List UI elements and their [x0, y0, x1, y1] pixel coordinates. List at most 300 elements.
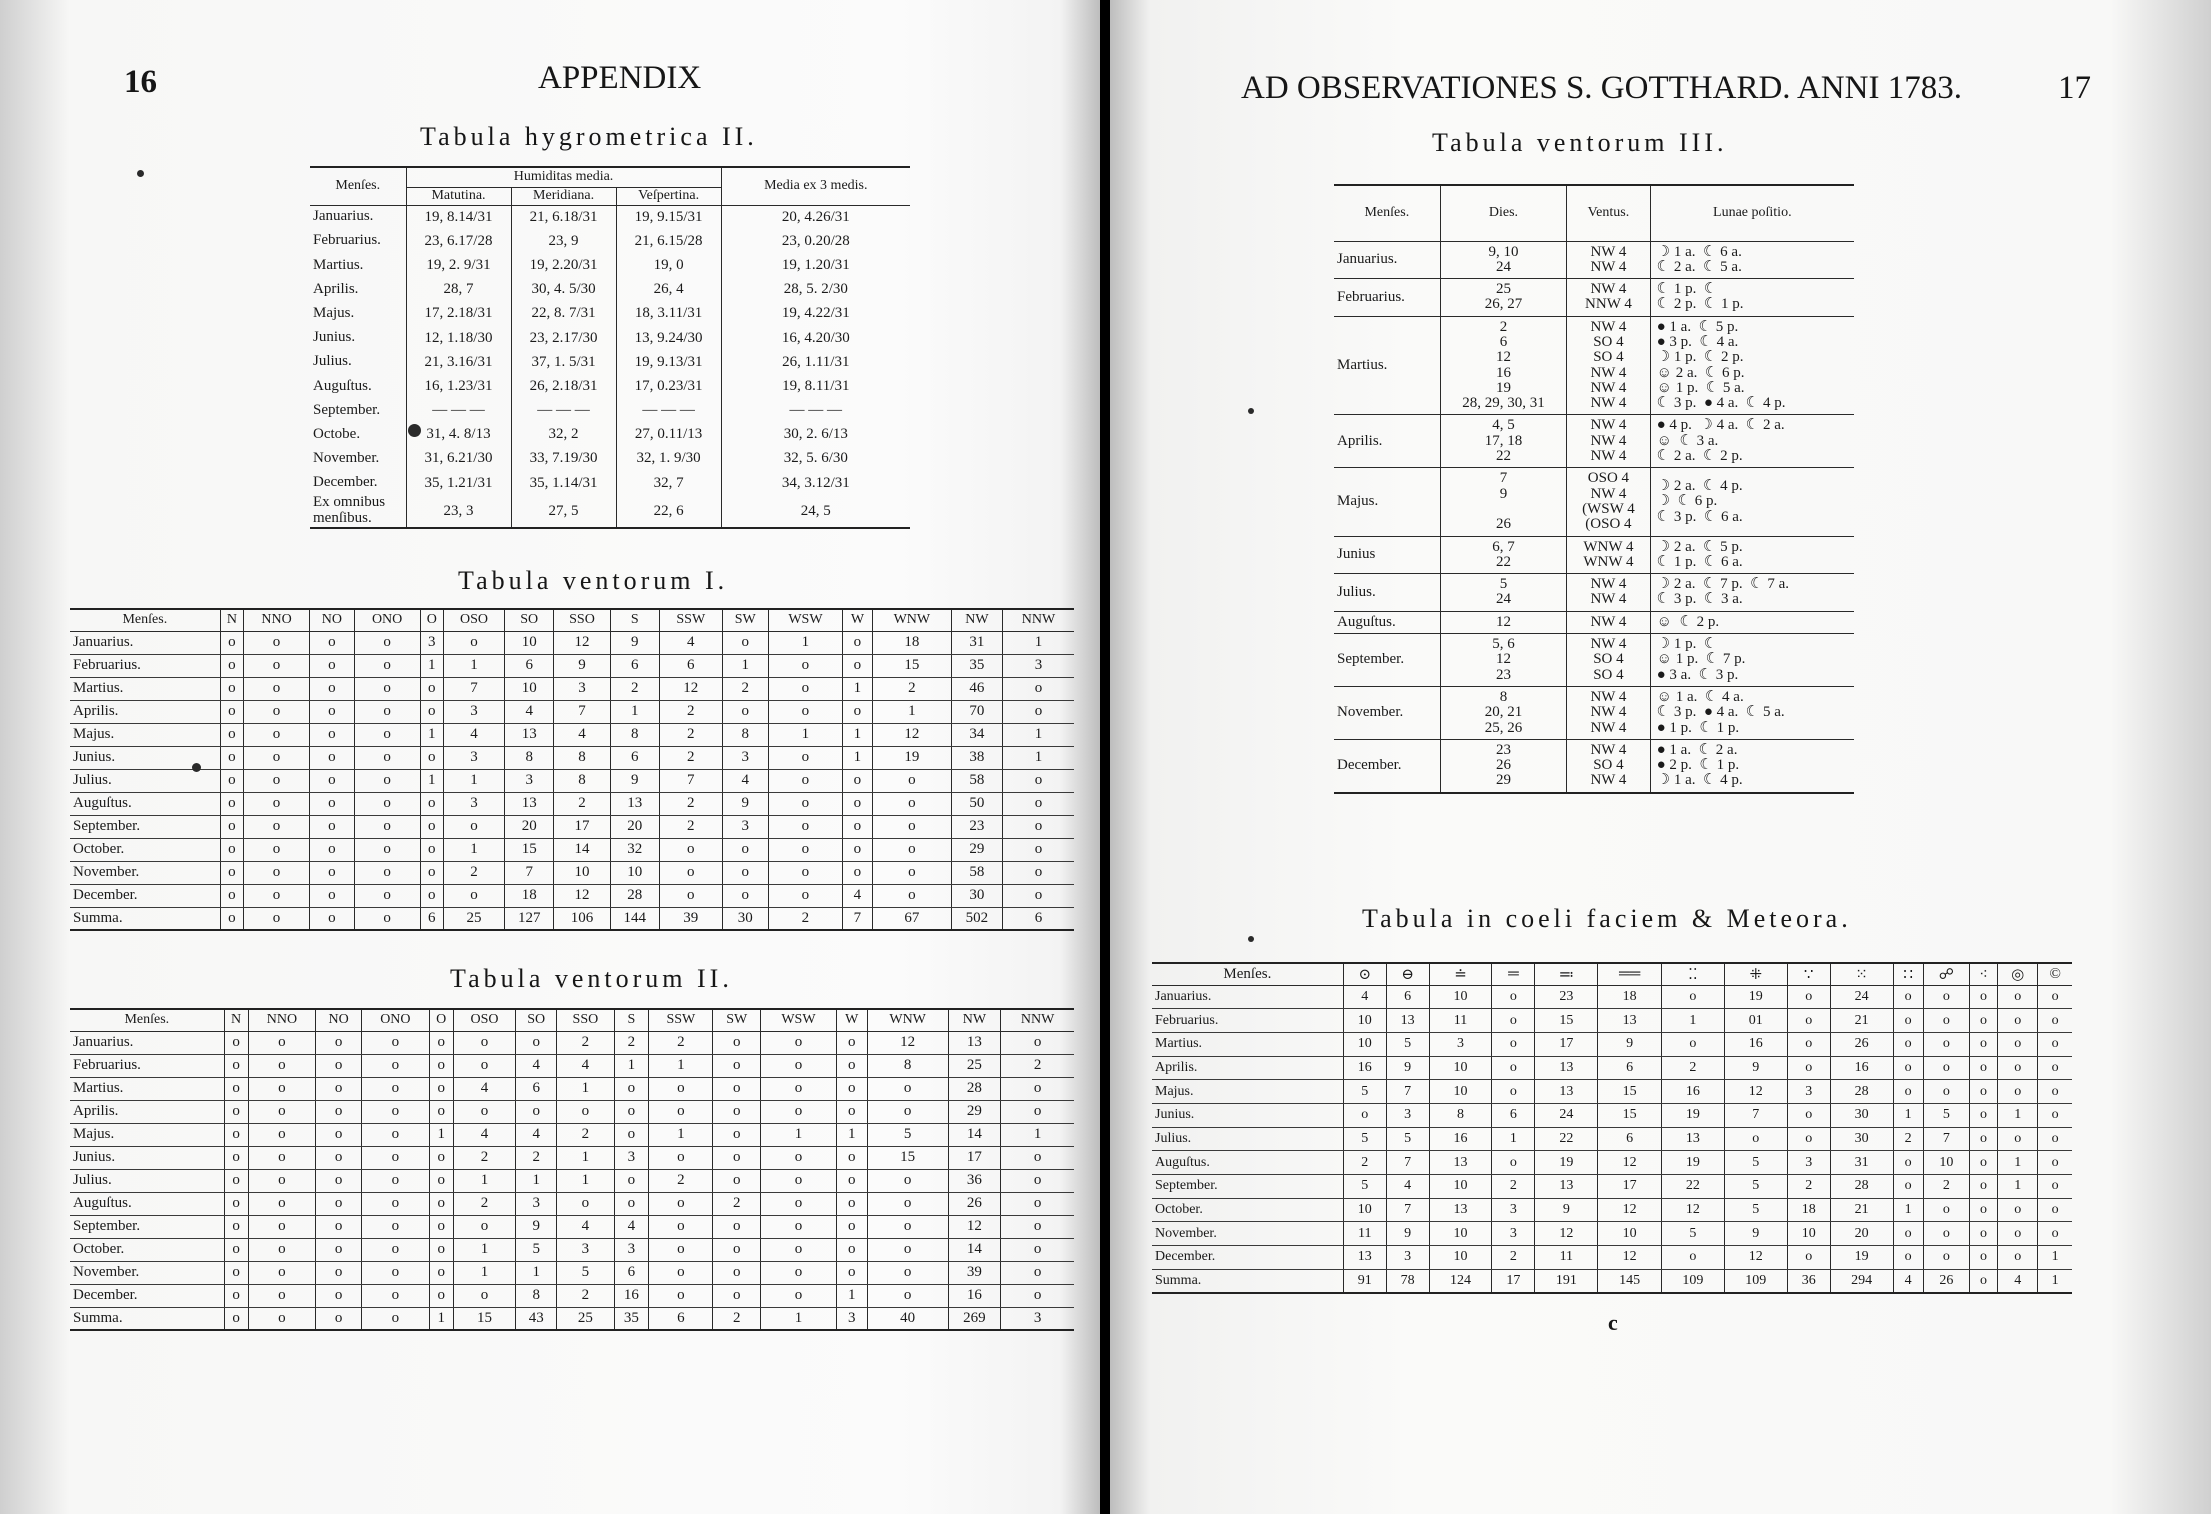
meteora-cell: 2: [1492, 1246, 1535, 1270]
vent3-row: [1334, 415, 1854, 468]
meteora-header-cell: ≕: [1535, 963, 1598, 985]
vent2-header-row: [70, 1009, 1074, 1031]
vent1-cell: o: [244, 861, 310, 884]
meteora-cell: 78: [1386, 1269, 1429, 1293]
vent2-cell: o: [614, 1100, 649, 1123]
vent1-table-title: Tabula ventorum I.: [458, 566, 729, 595]
vent1-cell: 1: [768, 631, 842, 654]
ink-spot: [1248, 936, 1254, 942]
vent2-table-title: Tabula ventorum II.: [450, 964, 733, 993]
vent2-table: [70, 1008, 1074, 1331]
meteora-header-cell: ═: [1492, 963, 1535, 985]
vent1-cell: o: [722, 631, 768, 654]
vent1-cell: 15: [504, 838, 553, 861]
vent2-cell: 1: [760, 1123, 836, 1146]
vent2-cell: 8: [867, 1054, 948, 1077]
meteora-cell: o: [1998, 1198, 2038, 1222]
vent1-cell: 30: [951, 884, 1002, 907]
meteora-cell: o: [1970, 1080, 1998, 1104]
vent1-cell: 127: [504, 907, 553, 930]
meteora-cell: 2: [1492, 1175, 1535, 1199]
vent1-cell: o: [768, 792, 842, 815]
vent1-month-label: October.: [70, 838, 220, 861]
vent1-cell: o: [220, 907, 243, 930]
vent1-cell: o: [310, 815, 355, 838]
vent2-cell: 1: [429, 1123, 453, 1146]
vent2-cell: 1: [557, 1077, 615, 1100]
vent1-cell: o: [443, 815, 504, 838]
vent1-cell: 3: [722, 815, 768, 838]
meteora-cell: o: [2038, 1151, 2072, 1175]
vent1-cell: o: [244, 769, 310, 792]
meteora-cell: 7: [1386, 1198, 1429, 1222]
vent1-row: [70, 907, 1074, 930]
hygro-cell: 23, 3: [406, 495, 511, 528]
vent2-month-label: Januarius.: [70, 1031, 224, 1054]
vent1-cell: o: [310, 723, 355, 746]
meteora-cell: 7: [1386, 1080, 1429, 1104]
ink-spot: [408, 424, 421, 437]
vent3-header-cell: Lunae poſitio.: [1650, 185, 1854, 241]
meteora-cell: 9: [1724, 1056, 1787, 1080]
meteora-cell: 3: [1787, 1151, 1830, 1175]
vent1-cell: 6: [1003, 907, 1075, 930]
vent1-cell: o: [872, 792, 951, 815]
vent1-cell: o: [420, 700, 443, 723]
meteora-row: [1152, 985, 2072, 1009]
vent1-cell: o: [1003, 677, 1075, 700]
vent1-cell: 20: [504, 815, 553, 838]
vent1-cell: o: [768, 884, 842, 907]
hygro-row: [310, 350, 910, 374]
vent1-cell: 2: [443, 861, 504, 884]
meteora-cell: 5: [1343, 1080, 1386, 1104]
hygro-cell: 26, 1.11/31: [721, 350, 910, 374]
vent1-cell: o: [310, 700, 355, 723]
vent1-cell: 39: [659, 907, 722, 930]
meteora-cell: 30: [1830, 1127, 1893, 1151]
vent2-cell: o: [429, 1077, 453, 1100]
vent1-cell: o: [842, 654, 872, 677]
vent2-cell: o: [760, 1146, 836, 1169]
vent1-cell: o: [244, 815, 310, 838]
meteora-cell: o: [1893, 1080, 1923, 1104]
vent2-cell: 1: [760, 1307, 836, 1330]
vent2-cell: o: [248, 1100, 316, 1123]
meteora-cell: o: [1724, 1127, 1787, 1151]
vent3-cell: NW 4 NW 4: [1567, 241, 1650, 279]
meteora-cell: 12: [1661, 1198, 1724, 1222]
meteora-cell: 1: [1893, 1103, 1923, 1127]
hygro-row: [310, 495, 910, 528]
meteora-cell: 26: [1923, 1269, 1969, 1293]
meteora-row: [1152, 1056, 2072, 1080]
meteora-cell: 12: [1724, 1246, 1787, 1270]
meteora-cell: 1: [1998, 1151, 2038, 1175]
vent1-cell: o: [354, 746, 420, 769]
vent1-cell: o: [722, 884, 768, 907]
meteora-cell: o: [2038, 1175, 2072, 1199]
vent1-cell: o: [842, 700, 872, 723]
vent3-cell: NW 4 NW 4: [1567, 574, 1650, 612]
vent3-header-cell: Menſes.: [1334, 185, 1440, 241]
hygro-cell: 19, 4.22/31: [721, 302, 910, 326]
vent3-cell: NW 4 SO 4 SO 4 NW 4 NW 4 NW 4: [1567, 316, 1650, 415]
vent1-month-label: Summa.: [70, 907, 220, 930]
meteora-cell: 28: [1830, 1080, 1893, 1104]
vent2-cell: o: [836, 1192, 867, 1215]
vent2-cell: 4: [557, 1054, 615, 1077]
meteora-cell: o: [1970, 1222, 1998, 1246]
vent2-cell: o: [614, 1169, 649, 1192]
vent2-cell: 39: [948, 1261, 1001, 1284]
vent2-cell: o: [836, 1054, 867, 1077]
vent2-cell: o: [1001, 1284, 1074, 1307]
vent1-cell: o: [842, 792, 872, 815]
vent2-header-cell: N: [224, 1009, 248, 1031]
vent2-month-label: October.: [70, 1238, 224, 1261]
vent2-cell: o: [760, 1284, 836, 1307]
vent1-cell: 1: [1003, 631, 1075, 654]
vent1-row: [70, 884, 1074, 907]
vent1-cell: 1: [443, 838, 504, 861]
vent3-cell: ● 1 a. ☾ 2 a. ● 2 p. ☾ 1 p. ☽ 1 a. ☾ 4 p.: [1650, 739, 1854, 792]
vent2-header-cell: SW: [713, 1009, 760, 1031]
vent2-cell: o: [614, 1077, 649, 1100]
vent1-cell: o: [443, 631, 504, 654]
vent3-header-row: [1334, 185, 1854, 241]
meteora-cell: 9: [1386, 1222, 1429, 1246]
vent2-header-cell: WSW: [760, 1009, 836, 1031]
vent3-cell: NW 4: [1567, 611, 1650, 633]
hygro-month-label: Junius.: [310, 326, 406, 350]
hygro-cell: 34, 3.12/31: [721, 471, 910, 495]
vent1-cell: 1: [722, 654, 768, 677]
vent3-table-title: Tabula ventorum III.: [1432, 128, 1728, 157]
meteora-cell: o: [1787, 1056, 1830, 1080]
vent2-cell: o: [713, 1146, 760, 1169]
vent3-month-label: Auguſtus.: [1334, 611, 1440, 633]
vent1-header-cell: OSO: [443, 609, 504, 631]
meteora-cell: 13: [1535, 1175, 1598, 1199]
meteora-month-label: Summa.: [1152, 1269, 1343, 1293]
hygro-cell: 21, 6.15/28: [616, 229, 721, 253]
hygro-cell: 21, 3.16/31: [406, 350, 511, 374]
vent1-table: [70, 608, 1074, 931]
vent2-cell: o: [649, 1261, 713, 1284]
vent1-cell: o: [244, 792, 310, 815]
vent3-month-label: Junius: [1334, 536, 1440, 574]
vent2-month-label: Februarius.: [70, 1054, 224, 1077]
vent2-cell: 15: [453, 1307, 516, 1330]
vent1-cell: 13: [610, 792, 659, 815]
vent1-cell: 2: [659, 700, 722, 723]
meteora-cell: 01: [1724, 1009, 1787, 1033]
vent2-cell: o: [649, 1100, 713, 1123]
vent1-cell: o: [420, 746, 443, 769]
hygro-row: [310, 471, 910, 495]
hygro-cell: 19, 2. 9/31: [406, 253, 511, 277]
vent2-cell: o: [557, 1100, 615, 1123]
vent1-cell: 1: [420, 654, 443, 677]
vent2-row: [70, 1215, 1074, 1238]
vent1-cell: o: [354, 700, 420, 723]
meteora-cell: 3: [1492, 1198, 1535, 1222]
meteora-cell: 10: [1343, 1032, 1386, 1056]
vent1-cell: o: [768, 677, 842, 700]
vent1-cell: 70: [951, 700, 1002, 723]
vent2-cell: 1: [614, 1054, 649, 1077]
meteora-month-label: Martius.: [1152, 1032, 1343, 1056]
vent2-cell: o: [429, 1284, 453, 1307]
hygro-cell: 30, 4. 5/30: [511, 278, 616, 302]
vent1-cell: 12: [554, 631, 610, 654]
vent2-cell: 9: [516, 1215, 557, 1238]
vent1-cell: o: [310, 884, 355, 907]
meteora-row: [1152, 1269, 2072, 1293]
vent2-month-label: Summa.: [70, 1307, 224, 1330]
meteora-cell: o: [1492, 1009, 1535, 1033]
meteora-row: [1152, 1080, 2072, 1104]
meteora-cell: 6: [1598, 1127, 1662, 1151]
meteora-header-row: [1152, 963, 2072, 985]
vent2-cell: o: [836, 1238, 867, 1261]
vent2-cell: o: [316, 1100, 362, 1123]
vent1-month-label: Januarius.: [70, 631, 220, 654]
vent2-cell: o: [836, 1031, 867, 1054]
left-page: [0, 0, 1100, 1514]
vent1-cell: o: [310, 861, 355, 884]
vent1-header-cell: W: [842, 609, 872, 631]
vent2-cell: o: [224, 1238, 248, 1261]
meteora-cell: o: [1893, 1032, 1923, 1056]
vent1-cell: o: [420, 861, 443, 884]
meteora-cell: o: [1661, 1032, 1724, 1056]
vent2-cell: o: [316, 1077, 362, 1100]
vent2-cell: o: [248, 1215, 316, 1238]
vent2-cell: 4: [557, 1215, 615, 1238]
vent1-header-cell: NO: [310, 609, 355, 631]
hygro-row: [310, 253, 910, 277]
meteora-cell: o: [1893, 1009, 1923, 1033]
vent1-cell: 1: [610, 700, 659, 723]
vent2-row: [70, 1261, 1074, 1284]
vent3-cell: ● 1 a. ☾ 5 p. ● 3 p. ☾ 4 a. ☽ 1 p. ☾ 2 p. ☺ 2 a. ☾ 6 p. ☺ 1 p. ☾ 5 a. ☾ 3 p. ● 4 a. ☾ 4 p.: [1650, 316, 1854, 415]
vent1-cell: 2: [768, 907, 842, 930]
vent1-cell: o: [354, 723, 420, 746]
hygro-cell: 20, 4.26/31: [721, 205, 910, 229]
meteora-cell: o: [1923, 1009, 1969, 1033]
meteora-cell: 15: [1598, 1103, 1662, 1127]
meteora-header-cell: ©: [2038, 963, 2072, 985]
vent1-cell: o: [354, 838, 420, 861]
vent1-cell: 6: [659, 654, 722, 677]
vent3-cell: 9, 10 24: [1440, 241, 1567, 279]
meteora-month-label: Auguſtus.: [1152, 1151, 1343, 1175]
vent2-cell: o: [713, 1077, 760, 1100]
meteora-cell: o: [2038, 1032, 2072, 1056]
vent2-header-cell: S: [614, 1009, 649, 1031]
vent2-cell: 14: [948, 1238, 1001, 1261]
vent1-month-label: November.: [70, 861, 220, 884]
vent1-cell: 14: [554, 838, 610, 861]
vent2-row: [70, 1284, 1074, 1307]
vent2-cell: o: [1001, 1100, 1074, 1123]
vent2-cell: o: [836, 1169, 867, 1192]
meteora-cell: 13: [1598, 1009, 1662, 1033]
vent2-cell: o: [248, 1238, 316, 1261]
vent2-cell: o: [224, 1192, 248, 1215]
vent1-cell: o: [842, 838, 872, 861]
meteora-month-label: Majus.: [1152, 1080, 1343, 1104]
vent2-cell: o: [362, 1146, 430, 1169]
vent1-month-label: Julius.: [70, 769, 220, 792]
vent2-cell: o: [867, 1192, 948, 1215]
vent2-cell: o: [836, 1077, 867, 1100]
vent1-row: [70, 746, 1074, 769]
meteora-cell: o: [1970, 1246, 1998, 1270]
meteora-month-label: November.: [1152, 1222, 1343, 1246]
vent1-cell: 19: [872, 746, 951, 769]
vent1-cell: 3: [443, 700, 504, 723]
vent2-cell: o: [713, 1261, 760, 1284]
hygro-cell: 19, 0: [616, 253, 721, 277]
vent2-header-cell: WNW: [867, 1009, 948, 1031]
vent1-cell: 29: [951, 838, 1002, 861]
vent1-cell: 1: [842, 723, 872, 746]
vent1-row: [70, 654, 1074, 677]
vent1-cell: 9: [610, 631, 659, 654]
hygro-cell: — — —: [721, 399, 910, 423]
hygro-cell: 28, 5. 2/30: [721, 278, 910, 302]
hygro-month-label: Martius.: [310, 253, 406, 277]
meteora-header-cell: ⊖: [1386, 963, 1429, 985]
meteora-cell: 5: [1724, 1175, 1787, 1199]
meteora-cell: 12: [1535, 1222, 1598, 1246]
vent3-row: [1334, 468, 1854, 536]
vent1-cell: o: [420, 677, 443, 700]
vent2-cell: o: [224, 1146, 248, 1169]
vent1-cell: 2: [872, 677, 951, 700]
meteora-cell: o: [1787, 1246, 1830, 1270]
vent1-month-label: Februarius.: [70, 654, 220, 677]
vent1-cell: 18: [504, 884, 553, 907]
meteora-cell: 10: [1343, 1009, 1386, 1033]
vent1-month-label: Majus.: [70, 723, 220, 746]
vent2-cell: 6: [649, 1307, 713, 1330]
vent2-cell: o: [316, 1054, 362, 1077]
vent1-cell: o: [310, 838, 355, 861]
vent1-cell: o: [354, 884, 420, 907]
vent2-cell: 1: [453, 1169, 516, 1192]
vent1-cell: 1: [443, 769, 504, 792]
vent1-cell: o: [1003, 861, 1075, 884]
meteora-month-label: October.: [1152, 1198, 1343, 1222]
vent2-cell: 25: [557, 1307, 615, 1330]
vent2-cell: o: [557, 1192, 615, 1215]
vent2-cell: 4: [614, 1215, 649, 1238]
vent3-cell: 4, 5 17, 18 22: [1440, 415, 1567, 468]
meteora-month-label: December.: [1152, 1246, 1343, 1270]
vent1-cell: o: [310, 746, 355, 769]
vent1-cell: 38: [951, 746, 1002, 769]
vent1-cell: 4: [722, 769, 768, 792]
vent1-cell: 2: [722, 677, 768, 700]
vent3-month-label: November.: [1334, 686, 1440, 739]
hygro-cell: 22, 6: [616, 495, 721, 528]
vent1-cell: 1: [420, 769, 443, 792]
vent1-cell: 32: [610, 838, 659, 861]
vent2-cell: 40: [867, 1307, 948, 1330]
hygro-cell: 31, 6.21/30: [406, 447, 511, 471]
vent2-cell: 3: [557, 1238, 615, 1261]
hygro-cell: 21, 6.18/31: [511, 205, 616, 229]
vent2-row: [70, 1307, 1074, 1330]
meteora-month-label: Junius.: [1152, 1103, 1343, 1127]
vent2-header-cell: ONO: [362, 1009, 430, 1031]
meteora-cell: 2: [1343, 1151, 1386, 1175]
vent2-cell: o: [224, 1307, 248, 1330]
vent2-header-cell: O: [429, 1009, 453, 1031]
meteora-cell: 6: [1598, 1056, 1662, 1080]
vent1-cell: 7: [659, 769, 722, 792]
vent2-cell: o: [316, 1146, 362, 1169]
vent1-cell: 12: [554, 884, 610, 907]
vent3-header-cell: Dies.: [1440, 185, 1567, 241]
hygro-cell: — — —: [511, 399, 616, 423]
meteora-cell: o: [1970, 1175, 1998, 1199]
vent1-cell: o: [220, 815, 243, 838]
vent2-cell: 2: [713, 1192, 760, 1215]
vent1-header-cell: ONO: [354, 609, 420, 631]
meteora-row: [1152, 1198, 2072, 1222]
meteora-cell: o: [2038, 1080, 2072, 1104]
vent2-cell: 4: [453, 1123, 516, 1146]
vent2-cell: o: [649, 1215, 713, 1238]
meteora-header-cell: ∵: [1787, 963, 1830, 985]
meteora-cell: o: [1923, 1032, 1969, 1056]
meteora-cell: 18: [1787, 1198, 1830, 1222]
meteora-header-cell: ◎: [1998, 963, 2038, 985]
vent2-cell: o: [224, 1100, 248, 1123]
vent1-cell: o: [354, 769, 420, 792]
vent3-cell: 23 26 29: [1440, 739, 1567, 792]
vent2-cell: 3: [836, 1307, 867, 1330]
meteora-cell: 24: [1535, 1103, 1598, 1127]
meteora-cell: 16: [1830, 1056, 1893, 1080]
vent2-cell: 1: [557, 1146, 615, 1169]
vent1-cell: 50: [951, 792, 1002, 815]
meteora-month-label: Julius.: [1152, 1127, 1343, 1151]
vent1-cell: o: [354, 861, 420, 884]
vent2-cell: o: [1001, 1169, 1074, 1192]
vent3-month-label: Januarius.: [1334, 241, 1440, 279]
vent2-cell: o: [429, 1192, 453, 1215]
vent2-cell: 25: [948, 1054, 1001, 1077]
vent1-cell: o: [244, 631, 310, 654]
vent3-cell: ☽ 2 a. ☾ 5 p. ☾ 1 p. ☾ 6 a.: [1650, 536, 1854, 574]
meteora-header-cell: ⁚⁚: [1661, 963, 1724, 985]
meteora-cell: 13: [1535, 1056, 1598, 1080]
hygro-cell: 19, 8.11/31: [721, 374, 910, 398]
vent1-cell: 1: [420, 723, 443, 746]
meteora-cell: 7: [1386, 1151, 1429, 1175]
meteora-cell: 7: [1923, 1127, 1969, 1151]
vent2-cell: o: [760, 1215, 836, 1238]
vent2-cell: o: [316, 1238, 362, 1261]
vent1-cell: 28: [610, 884, 659, 907]
vent1-cell: o: [872, 769, 951, 792]
